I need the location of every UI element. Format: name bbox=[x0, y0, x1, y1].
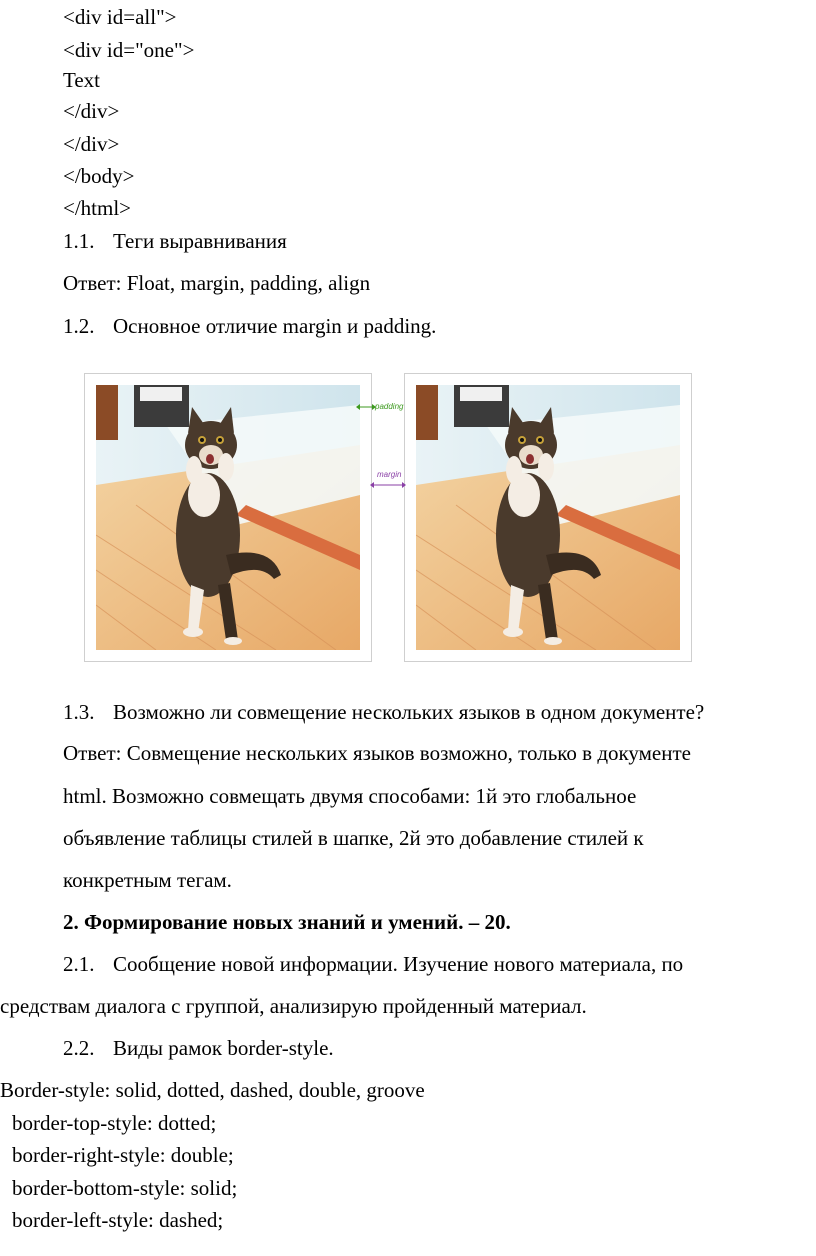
item-text: Сообщение новой информации. Изучение нового материала, по bbox=[113, 952, 684, 976]
code-line: Text bbox=[63, 68, 101, 92]
question-number: 1.1. bbox=[63, 229, 95, 253]
css-line: Border-style: solid, dotted, dashed, double, groove bbox=[0, 1078, 425, 1102]
question-text: Теги выравнивания bbox=[113, 229, 287, 253]
css-line: border-bottom-style: solid; bbox=[12, 1176, 238, 1200]
question-1-1 bbox=[63, 228, 287, 254]
cat-photo bbox=[96, 385, 360, 650]
answer-1-3-line: html. Возможно совмещать двумя способами: 1й это глобальное bbox=[63, 784, 637, 808]
code-line: </div> bbox=[63, 99, 120, 123]
item-text: Виды рамок border-style. bbox=[113, 1036, 334, 1060]
code-line: </div> bbox=[63, 132, 120, 156]
answer-1-1: Ответ: Float, margin, padding, align bbox=[63, 271, 371, 295]
code-line: <div id="one"> bbox=[63, 38, 195, 62]
css-line: border-right-style: double; bbox=[12, 1143, 234, 1167]
padding-arrow-icon bbox=[356, 402, 376, 412]
item-2-1 bbox=[63, 951, 683, 977]
item-2-1-continuation: средствам диалога с группой, анализирую пройденный материал. bbox=[0, 994, 587, 1018]
margin-arrow-icon bbox=[370, 480, 406, 490]
padding-label: padding bbox=[375, 402, 404, 411]
code-line: </body> bbox=[63, 164, 135, 188]
code-line: <div id=all"> bbox=[63, 5, 177, 29]
section-heading: 2. Формирование новых знаний и умений. – 20. bbox=[63, 910, 511, 934]
css-line: border-left-style: dashed; bbox=[12, 1208, 224, 1232]
answer-1-3-line: объявление таблицы стилей в шапке, 2й это добавление стилей к bbox=[63, 826, 644, 850]
question-number: 1.2. bbox=[63, 314, 95, 338]
question-text: Возможно ли совмещение нескольких языков в одном документе? bbox=[113, 700, 705, 724]
item-2-2 bbox=[63, 1035, 334, 1061]
answer-1-3-line: конкретным тегам. bbox=[63, 868, 232, 892]
question-1-2 bbox=[63, 313, 436, 339]
item-number: 2.2. bbox=[63, 1036, 95, 1060]
question-number: 1.3. bbox=[63, 700, 95, 724]
margin-label: margin bbox=[377, 470, 402, 479]
photo-frame-left bbox=[84, 373, 372, 662]
photo-frame-right bbox=[404, 373, 692, 662]
code-line: </html> bbox=[63, 196, 132, 220]
question-text: Основное отличие margin и padding. bbox=[113, 314, 437, 338]
answer-1-3-line: Ответ: Совмещение нескольких языков возможно, только в документе bbox=[63, 741, 691, 765]
question-1-3 bbox=[63, 699, 704, 725]
css-line: border-top-style: dotted; bbox=[12, 1111, 217, 1135]
cat-photo bbox=[416, 385, 680, 650]
item-number: 2.1. bbox=[63, 952, 95, 976]
